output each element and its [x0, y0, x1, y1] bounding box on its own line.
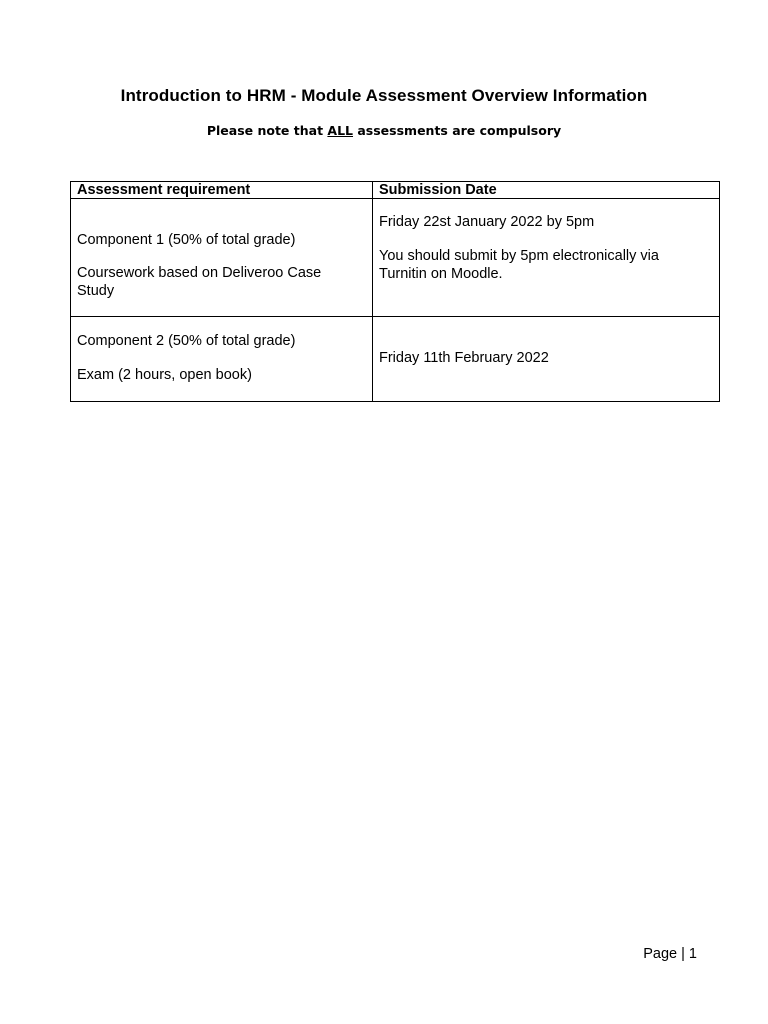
page-number: Page | 1 — [643, 946, 697, 962]
header-submission-date: Submission Date — [373, 182, 720, 199]
component-label: Component 2 (50% of total grade) — [77, 333, 296, 349]
assessment-table — [70, 181, 720, 402]
requirement-cell — [71, 317, 373, 402]
submission-date: Friday 11th February 2022 — [379, 350, 549, 366]
note-emphasis: ALL — [327, 123, 354, 138]
document-title: Introduction to HRM - Module Assessment Overview Information — [120, 86, 648, 105]
table-row — [71, 317, 720, 402]
table-row — [71, 199, 720, 317]
component-label: Component 1 (50% of total grade) — [77, 232, 296, 248]
submission-date-cell — [373, 199, 720, 317]
compulsory-note — [0, 123, 768, 138]
submission-detail-line: You should submit by 5pm electronically via — [379, 248, 659, 264]
submission-detail-line: Turnitin on Moodle. — [379, 266, 503, 282]
submission-date: Friday 22st January 2022 by 5pm — [379, 214, 595, 230]
table-header-row — [71, 182, 720, 199]
component-description-line: Coursework based on Deliveroo Case — [77, 265, 322, 281]
note-prefix: Please note that — [206, 123, 328, 138]
note-suffix: assessments are compulsory — [353, 123, 562, 138]
header-assessment-requirement: Assessment requirement — [71, 182, 373, 199]
component-description-line: Study — [77, 283, 115, 299]
requirement-cell — [71, 199, 373, 317]
submission-date-cell — [373, 317, 720, 402]
component-description: Exam (2 hours, open book) — [77, 367, 252, 383]
